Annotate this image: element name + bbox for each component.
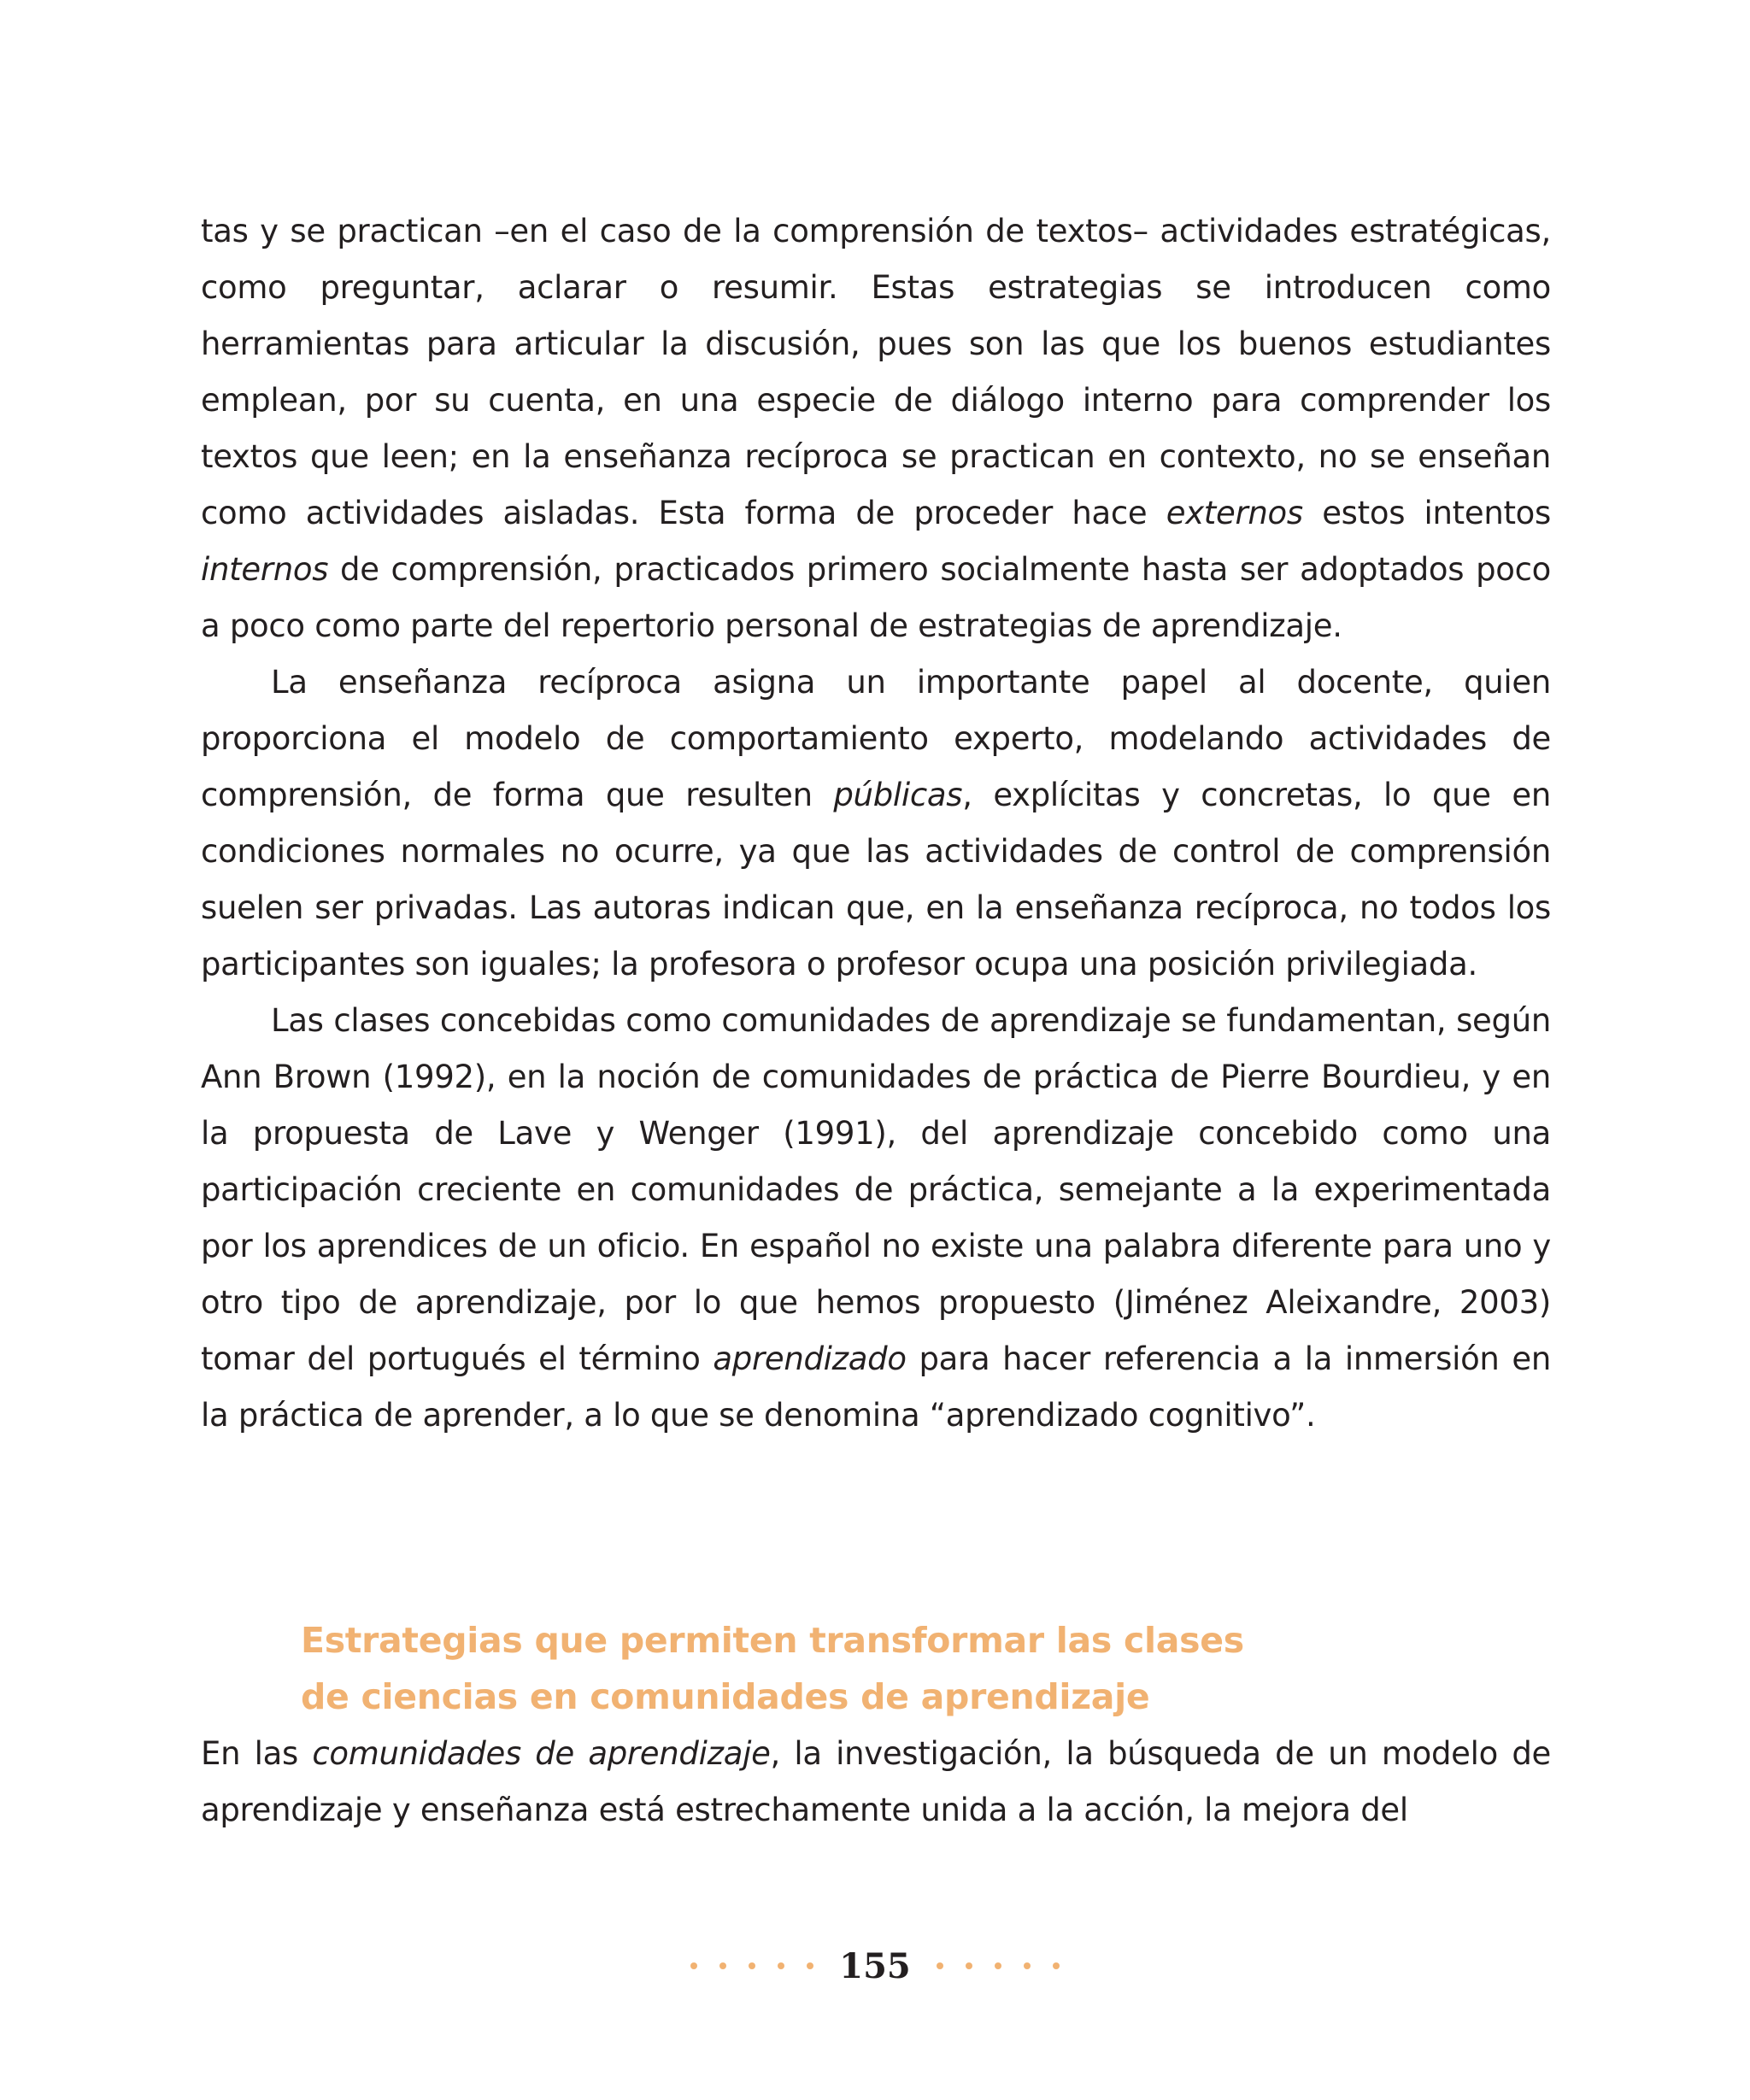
footer-dot [1024, 1962, 1031, 1969]
text-run: tas y se practican –en el caso de la comprensión de textos– actividades estratégicas, como preguntar, aclarar o resumir. Estas estrategias se introducen como herramientas para articular la discusión, pues son las que los buenos estudiantes emplean, por su cuenta, en una especie de diálogo interno para comprender los textos que leen; en la enseñanza recíproca se practican en contexto, no se enseñan como actividades aisladas. Esta forma de proceder hace [201, 213, 1551, 531]
page-number: 155 [839, 1945, 911, 1986]
paragraph [201, 993, 1551, 1444]
italic-term: internos [201, 551, 329, 588]
paragraph [201, 203, 1551, 654]
body-text-bottom [201, 1726, 1551, 1839]
footer-dot [807, 1962, 813, 1969]
footer-dot [966, 1962, 972, 1969]
text-run: de comprensión, practicados primero socialmente hasta ser adoptados poco a poco como parte del repertorio personal de estrategias de aprendizaje. [201, 551, 1551, 644]
section-heading-line-1: Estrategias que permiten transformar las clases [301, 1620, 1244, 1661]
footer-dots-left [690, 1962, 813, 1969]
text-run: La enseñanza recíproca asigna un importante papel al docente, quien proporciona el modelo de comportamiento experto, modelando actividades de comprensión, de forma que resulten [201, 664, 1551, 813]
section-heading [301, 1612, 1548, 1725]
footer-dot [690, 1962, 697, 1969]
italic-term: públicas [833, 777, 963, 813]
italic-term: comunidades de aprendizaje [312, 1735, 771, 1772]
italic-term: aprendizado [713, 1340, 907, 1377]
page-footer [0, 1938, 1750, 1994]
footer-dot [1053, 1962, 1060, 1969]
footer-dot [995, 1962, 1001, 1969]
text-run: Las clases concebidas como comunidades de aprendizaje se fundamentan, según Ann Brown (1992), en la noción de comunidades de práctica de Pierre Bourdieu, y en la propuesta de Lave y Wenger (1991), del aprendizaje concebido como una participación creciente en comunidades de práctica, semejante a la experimentada por los aprendices de un oficio. En español no existe una palabra diferente para uno y otro tipo de aprendizaje, por lo que hemos propuesto (Jiménez Aleixandre, 2003) tomar del portugués el término [201, 1002, 1551, 1377]
footer-dot [719, 1962, 726, 1969]
footer-dot [778, 1962, 784, 1969]
footer-dot [749, 1962, 755, 1969]
section-heading-line-2: de ciencias en comunidades de aprendizaje [301, 1676, 1150, 1717]
text-run: En las [201, 1735, 313, 1772]
text-run: para hacer referencia a la inmersión en la práctica de aprender, a lo que se denomina “aprendizado cognitivo”. [201, 1340, 1551, 1434]
footer-dots-right [937, 1962, 1060, 1969]
italic-term: externos [1166, 495, 1303, 531]
body-text-top [201, 203, 1551, 1444]
footer-dot [937, 1962, 943, 1969]
text-run: estos intentos [1302, 495, 1551, 531]
text-run: , la investigación, la búsqueda de un modelo de aprendizaje y enseñanza está estrechamente unida a la acción, la mejora del [201, 1735, 1551, 1828]
paragraph [201, 654, 1551, 993]
paragraph [201, 1726, 1551, 1839]
text-run: , explícitas y concretas, lo que en condiciones normales no ocurre, ya que las actividades de control de comprensión suelen ser privadas. Las autoras indican que, en la enseñanza recíproca, no todos los participantes son iguales; la profesora o profesor ocupa una posición privilegiada. [201, 777, 1551, 983]
